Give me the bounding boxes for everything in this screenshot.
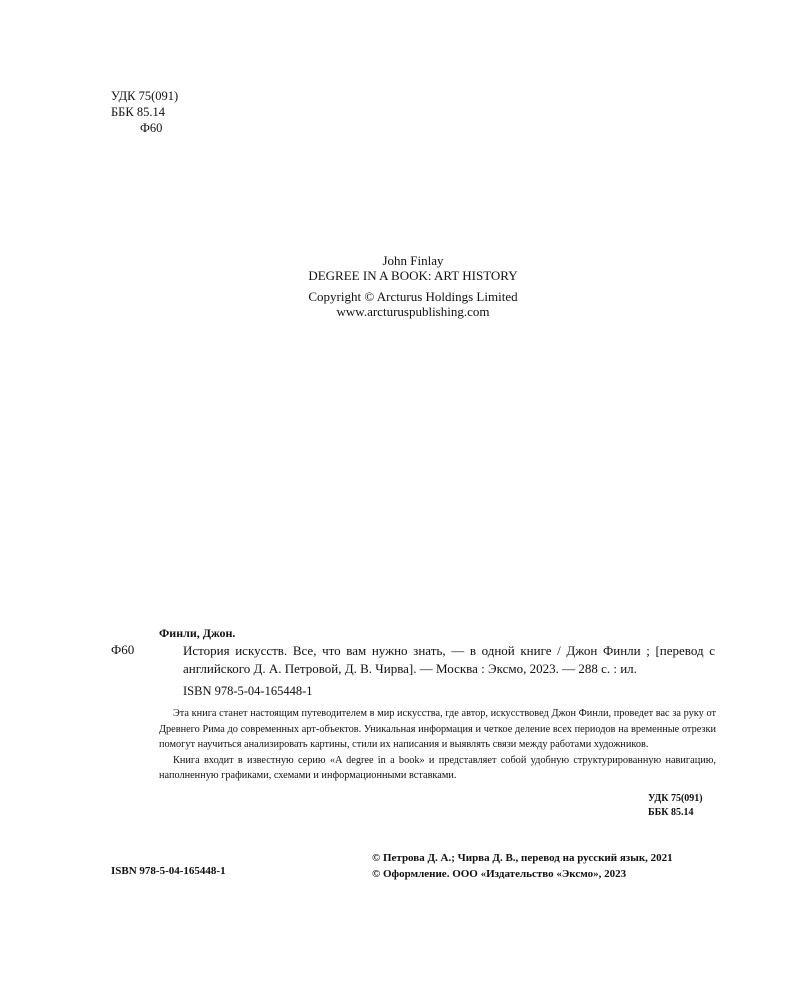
catalog-isbn: ISBN 978-5-04-165448-1: [183, 684, 313, 698]
catalog-codes-right: [648, 792, 703, 820]
bbk-code: ББК 85.14: [111, 105, 165, 119]
classification-codes-top: [111, 88, 178, 136]
annotation-paragraph-1: Эта книга станет настоящим путеводителем в мир искусства, где автор, искусствовед Джон Финли, проведет вас за руку от Древнего Рима до современных арт-объектов. Уникальная информация и четкое деление всех периодов на временные отрезки помогут научиться анализировать картины, стили их написания и выявлять связи между работами художников.: [159, 708, 716, 750]
copyright-translation: © Петрова Д. А.; Чирва Д. В., перевод на русский язык, 2021: [372, 852, 673, 864]
copyright-design: © Оформление. ООО «Издательство «Эксмо», 2023: [372, 868, 627, 880]
footer-isbn: ISBN 978-5-04-165448-1: [111, 865, 226, 877]
udk-code: УДК 75(091): [111, 89, 179, 103]
annotation: [159, 706, 716, 784]
annotation-paragraph-2: Книга входит в известную серию «A degree in a book» и представляет собой удобную структурированную навигацию, наполненную графиками, схемами и информационными вставками.: [159, 754, 716, 781]
original-copyright: Copyright © Arcturus Holdings Limited: [308, 289, 518, 304]
original-title: DEGREE IN A BOOK: ART HISTORY: [308, 268, 518, 283]
original-edition-block: [0, 253, 800, 319]
bibliographic-description: История искусств. Все, что вам нужно знать, — в одной книге / Джон Финли ; [перевод с английского Д. А. Петровой, Д. В. Чирва]. — Москва : Эксмо, 2023. — 288 с. : ил.: [183, 643, 715, 676]
catalog-bbk: ББК 85.14: [648, 807, 694, 818]
footer-copyrights: [372, 850, 673, 882]
catalog-udk: УДК 75(091): [648, 793, 703, 804]
original-author: John Finlay: [382, 253, 444, 268]
catalog-author-heading: Финли, Джон.: [159, 626, 236, 640]
publisher-website: www.arcturuspublishing.com: [336, 304, 490, 319]
catalog-author-sign: Ф60: [111, 642, 135, 657]
author-sign: Ф60: [140, 121, 163, 135]
